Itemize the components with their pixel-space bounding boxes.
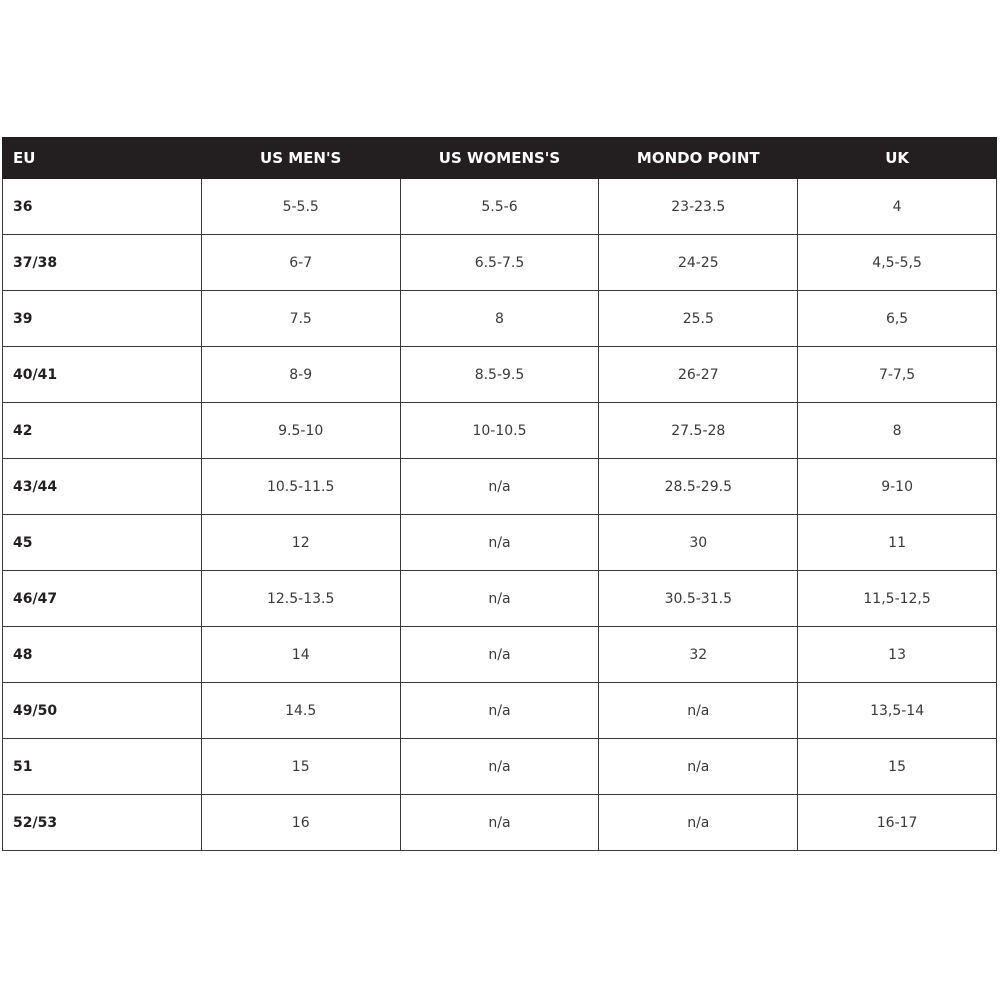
cell-us-womens: n/a (400, 627, 599, 683)
cell-uk: 15 (798, 739, 997, 795)
cell-eu: 45 (3, 515, 202, 571)
table-row (3, 291, 997, 347)
cell-mondo-point: n/a (599, 683, 798, 739)
header-row (3, 138, 997, 179)
header-uk: UK (798, 138, 997, 179)
cell-mondo-point: 25.5 (599, 291, 798, 347)
cell-mondo-point: 23-23.5 (599, 179, 798, 235)
cell-mondo-point: 30.5-31.5 (599, 571, 798, 627)
cell-eu: 48 (3, 627, 202, 683)
cell-uk: 11 (798, 515, 997, 571)
cell-us-mens: 14.5 (201, 683, 400, 739)
cell-uk: 8 (798, 403, 997, 459)
cell-us-womens: n/a (400, 683, 599, 739)
cell-us-mens: 12.5-13.5 (201, 571, 400, 627)
cell-eu: 52/53 (3, 795, 202, 851)
cell-eu: 40/41 (3, 347, 202, 403)
cell-us-mens: 14 (201, 627, 400, 683)
cell-uk: 13 (798, 627, 997, 683)
cell-us-mens: 5-5.5 (201, 179, 400, 235)
cell-us-womens: 5.5-6 (400, 179, 599, 235)
cell-us-womens: 6.5-7.5 (400, 235, 599, 291)
cell-us-womens: 10-10.5 (400, 403, 599, 459)
cell-eu: 39 (3, 291, 202, 347)
table-row (3, 347, 997, 403)
table-row (3, 235, 997, 291)
cell-us-womens: 8.5-9.5 (400, 347, 599, 403)
cell-us-mens: 9.5-10 (201, 403, 400, 459)
cell-us-mens: 15 (201, 739, 400, 795)
cell-mondo-point: 28.5-29.5 (599, 459, 798, 515)
table-row (3, 571, 997, 627)
table-body (3, 179, 997, 851)
cell-us-mens: 12 (201, 515, 400, 571)
table-row (3, 403, 997, 459)
cell-eu: 51 (3, 739, 202, 795)
cell-us-mens: 10.5-11.5 (201, 459, 400, 515)
cell-us-womens: n/a (400, 515, 599, 571)
table-header (3, 138, 997, 179)
table-row (3, 179, 997, 235)
table-row (3, 627, 997, 683)
cell-eu: 46/47 (3, 571, 202, 627)
size-chart-table (2, 137, 997, 851)
cell-eu: 36 (3, 179, 202, 235)
cell-uk: 4 (798, 179, 997, 235)
cell-mondo-point: 26-27 (599, 347, 798, 403)
cell-eu: 43/44 (3, 459, 202, 515)
cell-uk: 9-10 (798, 459, 997, 515)
table-row (3, 683, 997, 739)
cell-mondo-point: 24-25 (599, 235, 798, 291)
cell-mondo-point: n/a (599, 739, 798, 795)
cell-us-mens: 7.5 (201, 291, 400, 347)
table-row (3, 515, 997, 571)
cell-mondo-point: n/a (599, 795, 798, 851)
cell-uk: 6,5 (798, 291, 997, 347)
header-mondo-point: MONDO POINT (599, 138, 798, 179)
header-eu: EU (3, 138, 202, 179)
cell-eu: 42 (3, 403, 202, 459)
cell-uk: 4,5-5,5 (798, 235, 997, 291)
cell-uk: 16-17 (798, 795, 997, 851)
header-us-womens: US WOMENS'S (400, 138, 599, 179)
cell-mondo-point: 32 (599, 627, 798, 683)
cell-eu: 49/50 (3, 683, 202, 739)
cell-us-womens: n/a (400, 459, 599, 515)
cell-us-mens: 16 (201, 795, 400, 851)
cell-us-womens: 8 (400, 291, 599, 347)
cell-eu: 37/38 (3, 235, 202, 291)
cell-mondo-point: 27.5-28 (599, 403, 798, 459)
cell-uk: 11,5-12,5 (798, 571, 997, 627)
header-us-mens: US MEN'S (201, 138, 400, 179)
cell-us-womens: n/a (400, 571, 599, 627)
cell-us-mens: 6-7 (201, 235, 400, 291)
table-row (3, 795, 997, 851)
cell-us-womens: n/a (400, 795, 599, 851)
cell-uk: 13,5-14 (798, 683, 997, 739)
cell-uk: 7-7,5 (798, 347, 997, 403)
cell-mondo-point: 30 (599, 515, 798, 571)
cell-us-womens: n/a (400, 739, 599, 795)
table-row (3, 739, 997, 795)
cell-us-mens: 8-9 (201, 347, 400, 403)
table-row (3, 459, 997, 515)
